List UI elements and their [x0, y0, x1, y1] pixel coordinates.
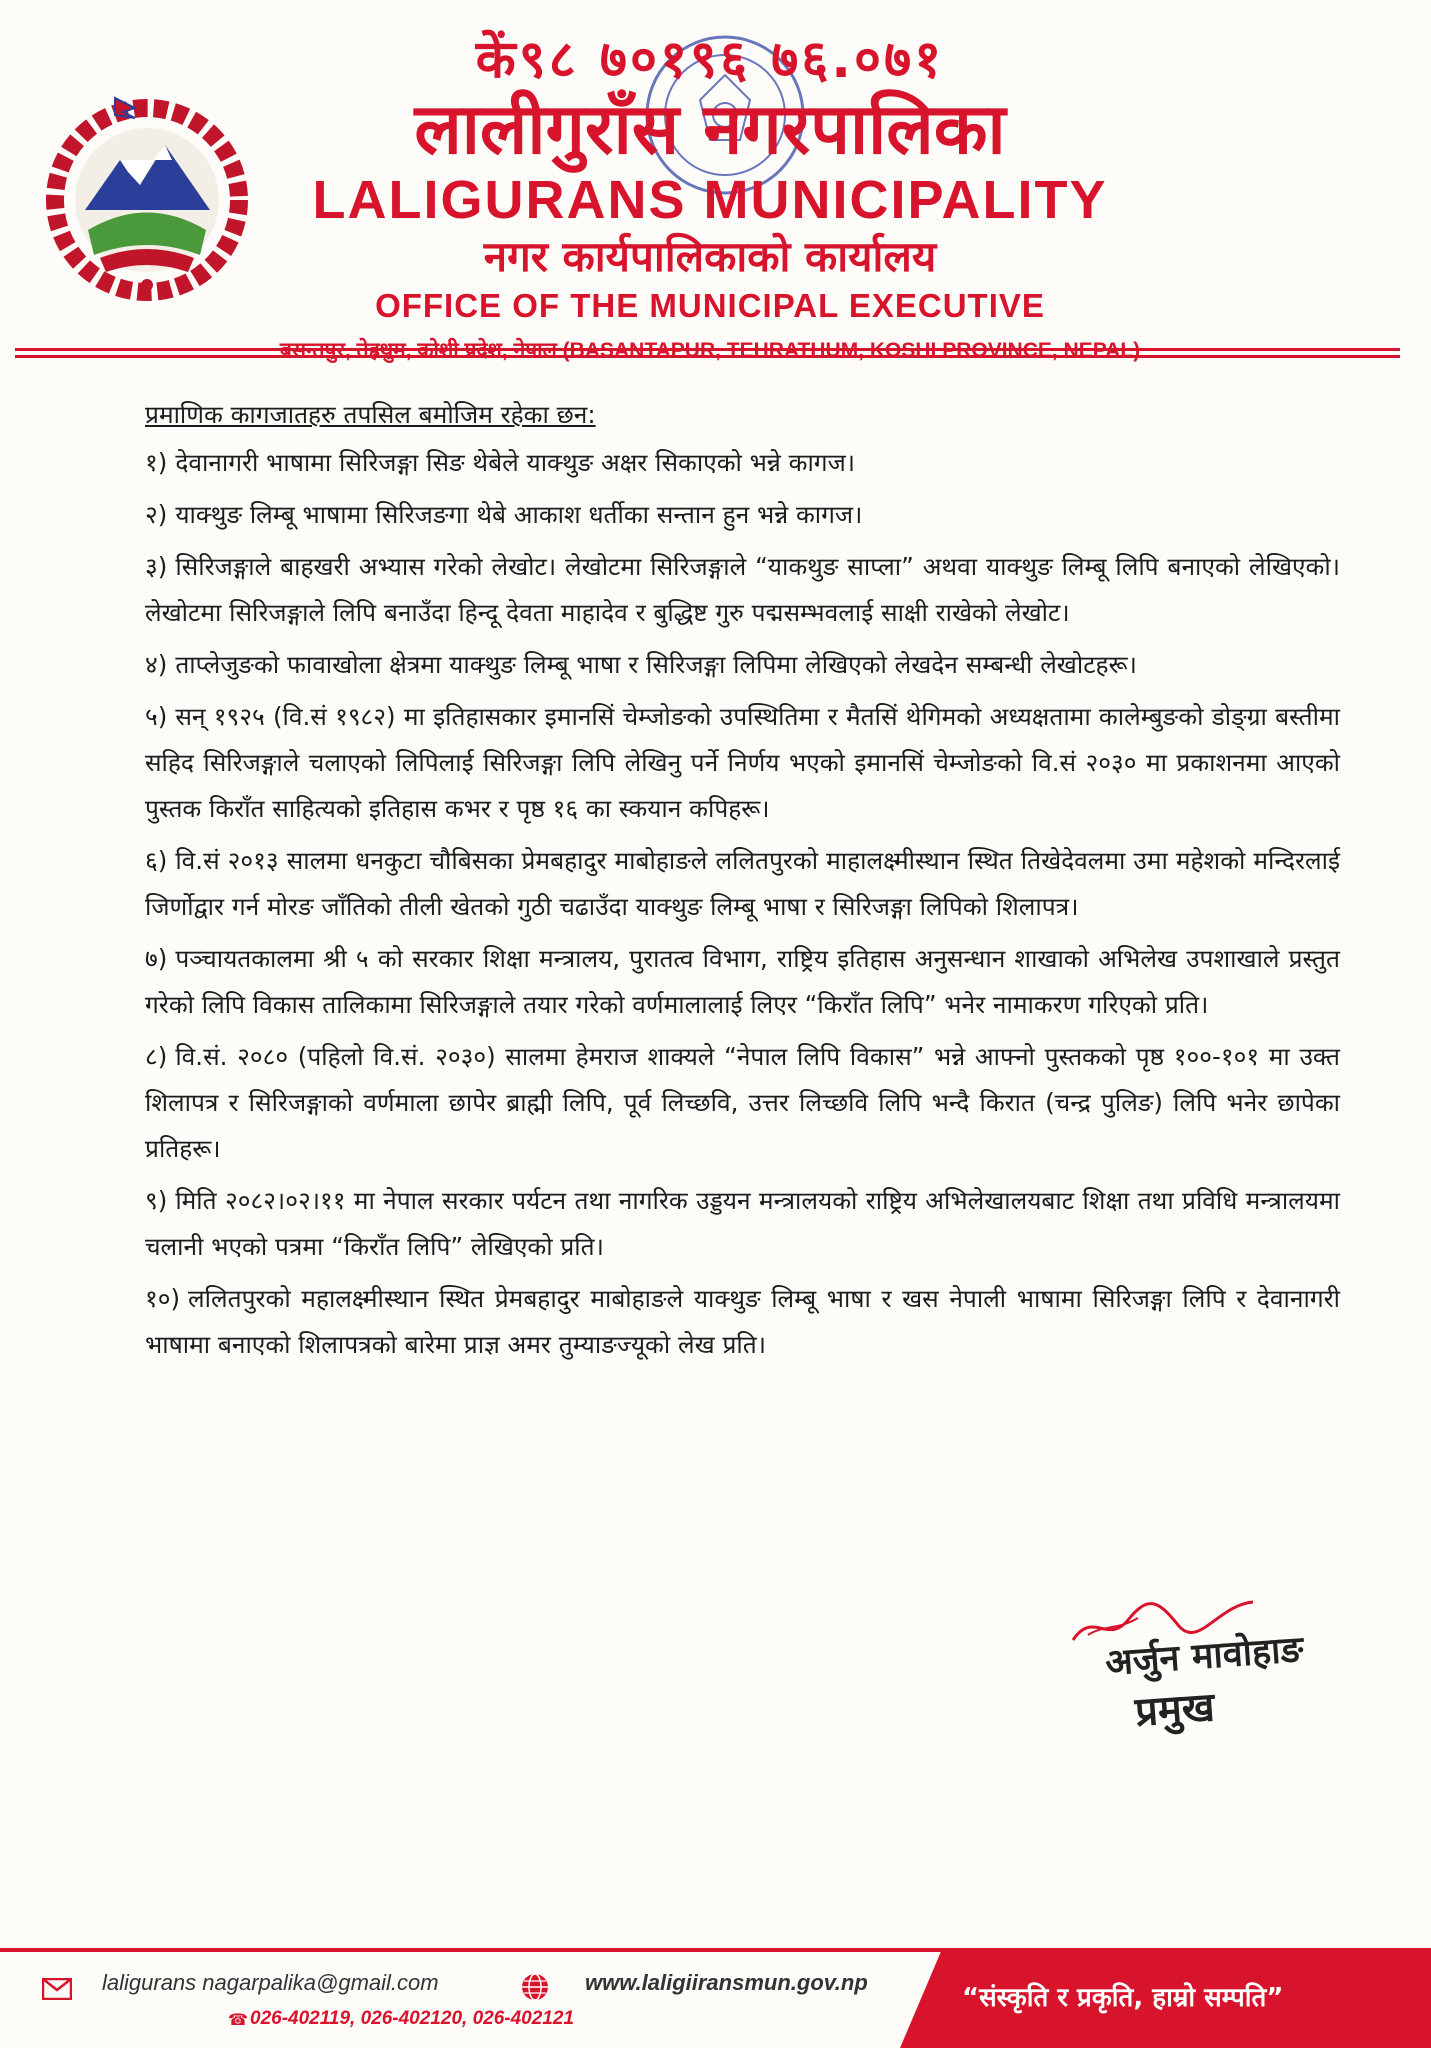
list-item — [145, 936, 1340, 1028]
item-text: ललितपुरको महालक्ष्मीस्थान स्थित प्रेमबहादुर माबोहाङले याक्थुङ लिम्बू भाषा र खस नेपाली भाषामा सिरिजङ्गा लिपि र देवानागरी भाषामा बनाएको शिलापत्रको बारेमा प्राज्ञ अमर तुम्याङज्यूको लेख प्रति। — [145, 1284, 1340, 1359]
list-item — [145, 838, 1340, 930]
item-number: ५) — [145, 702, 168, 731]
letterhead — [0, 0, 1431, 380]
list-heading: प्रमाणिक कागजातहरु तपसिल बमोजिम रहेका छन: — [145, 400, 596, 429]
item-text: वि.सं. २०८० (पहिलो वि.सं. २०३०) सालमा हेमराज शाक्यले “नेपाल लिपि विकास” भन्ने आफ्नो पुस्तकको पृष्ठ १००-१०१ मा उक्त शिलापत्र र सिरिजङ्गाको वर्णमाला छापेर ब्राह्मी लिपि, पूर्व लिच्छवि, उत्तर लिच्छवि लिपि भन्दै किरात (चन्द्र पुलिङ) लिपि भनेर छापेका प्रतिहरू। — [145, 1042, 1340, 1163]
email-icon — [42, 1978, 72, 2000]
item-number: ७) — [145, 944, 168, 973]
signatory-title: प्रमुख — [1133, 1684, 1217, 1736]
item-text: वि.सं २०१३ सालमा धनकुटा चौबिसका प्रेमबहादुर माबोहाङले ललितपुरको माहालक्ष्मीस्थान स्थित तिखेदेवलमा उमा महेशको मन्दिरलाई जिर्णोद्वार गर्न मोरङ जाँतिको तीली खेतको गुठी चढाउँदा याक्थुङ लिम्बू भाषा र सिरिजङ्गा लिपिको शिलापत्र। — [145, 846, 1340, 921]
header-divider — [15, 348, 1400, 351]
municipality-name-nepali: लालीगुराँस नगरपालिका — [414, 88, 1006, 170]
municipality-name-english: LALIGURANS MUNICIPALITY — [312, 170, 1108, 230]
item-number: २) — [145, 500, 168, 529]
signatory-name: अर्जुन मावोहाङ — [1103, 1629, 1305, 1684]
item-number: १) — [145, 448, 168, 477]
office-address — [270, 334, 1150, 368]
nepal-emblem-icon — [40, 90, 255, 305]
list-item — [145, 694, 1340, 832]
footer-phones: 026-402119, 026-402120, 026-402121 — [250, 2008, 574, 2029]
list-item — [145, 492, 1340, 538]
list-item — [145, 1034, 1340, 1172]
header-divider — [15, 355, 1400, 358]
item-number: ६) — [145, 846, 168, 875]
item-text: सन् १९२५ (वि.सं १९८२) मा इतिहासकार इमानसिं चेम्जोङको उपस्थितिमा र मैतसिं थेगिमको अध्यक्षतामा कालेम्बुङको डोङ्ग्रा बस्तीमा सहिद सिरिजङ्गाले चलाएको लिपिलाई सिरिजङ्गा लिपि लेखिनु पर्ने निर्णय भएको इमानसिं चेम्जोङको वि.सं २०३० मा प्रकाशनमा आएको पुस्तक किराँत साहित्यको इतिहास कभर र पृष्ठ १६ का स्कयान कपिहरू। — [145, 702, 1340, 823]
item-number: ४) — [145, 650, 168, 679]
issue-reference: कें९८ ७०१९६ ७६.०७१ — [475, 30, 945, 90]
footer-slogan: “संस्कृति र प्रकृति, हाम्रो सम्पति” — [962, 1983, 1284, 2013]
list-item — [145, 1178, 1340, 1270]
item-text: सिरिजङ्गाले बाहखरी अभ्यास गरेको लेखोट। लेखोटमा सिरिजङ्गाले “याकथुङ साप्ला” अथवा याक्थुङ लिम्बू लिपि बनाएको लेखिएको। लेखोटमा सिरिजङ्गाले लिपि बनाउँदा हिन्दू देवता माहादेव र बुद्धिष्ट गुरु पद्मसम्भवलाई साक्षी राखेको लेखोट। — [145, 552, 1340, 627]
item-text: मिति २०८२।०२।११ मा नेपाल सरकार पर्यटन तथा नागरिक उड्डयन मन्त्रालयको राष्ट्रिय अभिलेखालयबाट शिक्षा तथा प्रविधि मन्त्रालयमा चलानी भएको पत्रमा “किराँत लिपि” लेखिएको प्रति। — [145, 1186, 1340, 1261]
item-number: १०) — [145, 1284, 181, 1313]
item-text: ताप्लेजुङको फावाखोला क्षेत्रमा याक्थुङ लिम्बू भाषा र सिरिजङ्गा लिपिमा लेखिएको लेखदेन सम्बन्धी लेखोटहरू। — [175, 650, 1137, 679]
office-name-nepali: नगर कार्यपालिकाको कार्यालय — [483, 232, 937, 281]
signature-block — [1060, 1590, 1340, 1780]
list-item — [145, 440, 1340, 486]
letter-footer — [0, 1948, 1431, 2048]
office-name-english: OFFICE OF THE MUNICIPAL EXECUTIVE — [375, 287, 1045, 324]
letterhead-titles — [270, 30, 1150, 368]
footer-website[interactable]: www.laligiiransmun.gov.np — [585, 1970, 868, 1995]
letter-body — [145, 392, 1340, 1374]
item-number: ८) — [145, 1042, 168, 1071]
item-number: ९) — [145, 1186, 168, 1215]
globe-icon — [520, 1972, 550, 2002]
item-number: ३) — [145, 552, 168, 581]
item-text: पञ्चायतकालमा श्री ५ को सरकार शिक्षा मन्त्रालय, पुरातत्व विभाग, राष्ट्रिय इतिहास अनुसन्धान शाखाको अभिलेख उपशाखाले प्रस्तुत गरेको लिपि विकास तालिकामा सिरिजङ्गाले तयार गरेको वर्णमालालाई लिएर “किराँत लिपि” भनेर नामाकरण गरिएको प्रति। — [145, 944, 1340, 1019]
footer-contact-area — [0, 1948, 900, 2048]
phone-icon: ☎ — [228, 2010, 248, 2029]
footer-email[interactable]: laligurans nagarpalika@gmail.com — [102, 1970, 439, 1995]
list-item — [145, 642, 1340, 688]
list-item — [145, 1276, 1340, 1368]
item-text: देवानागरी भाषामा सिरिजङ्गा सिङ थेबेले याक्थुङ अक्षर सिकाएको भन्ने कागज। — [175, 448, 856, 477]
item-text: याक्थुङ लिम्बू भाषामा सिरिजङगा थेबे आकाश धर्तीका सन्तान हुन भन्ने कागज। — [175, 500, 863, 529]
list-item — [145, 544, 1340, 636]
